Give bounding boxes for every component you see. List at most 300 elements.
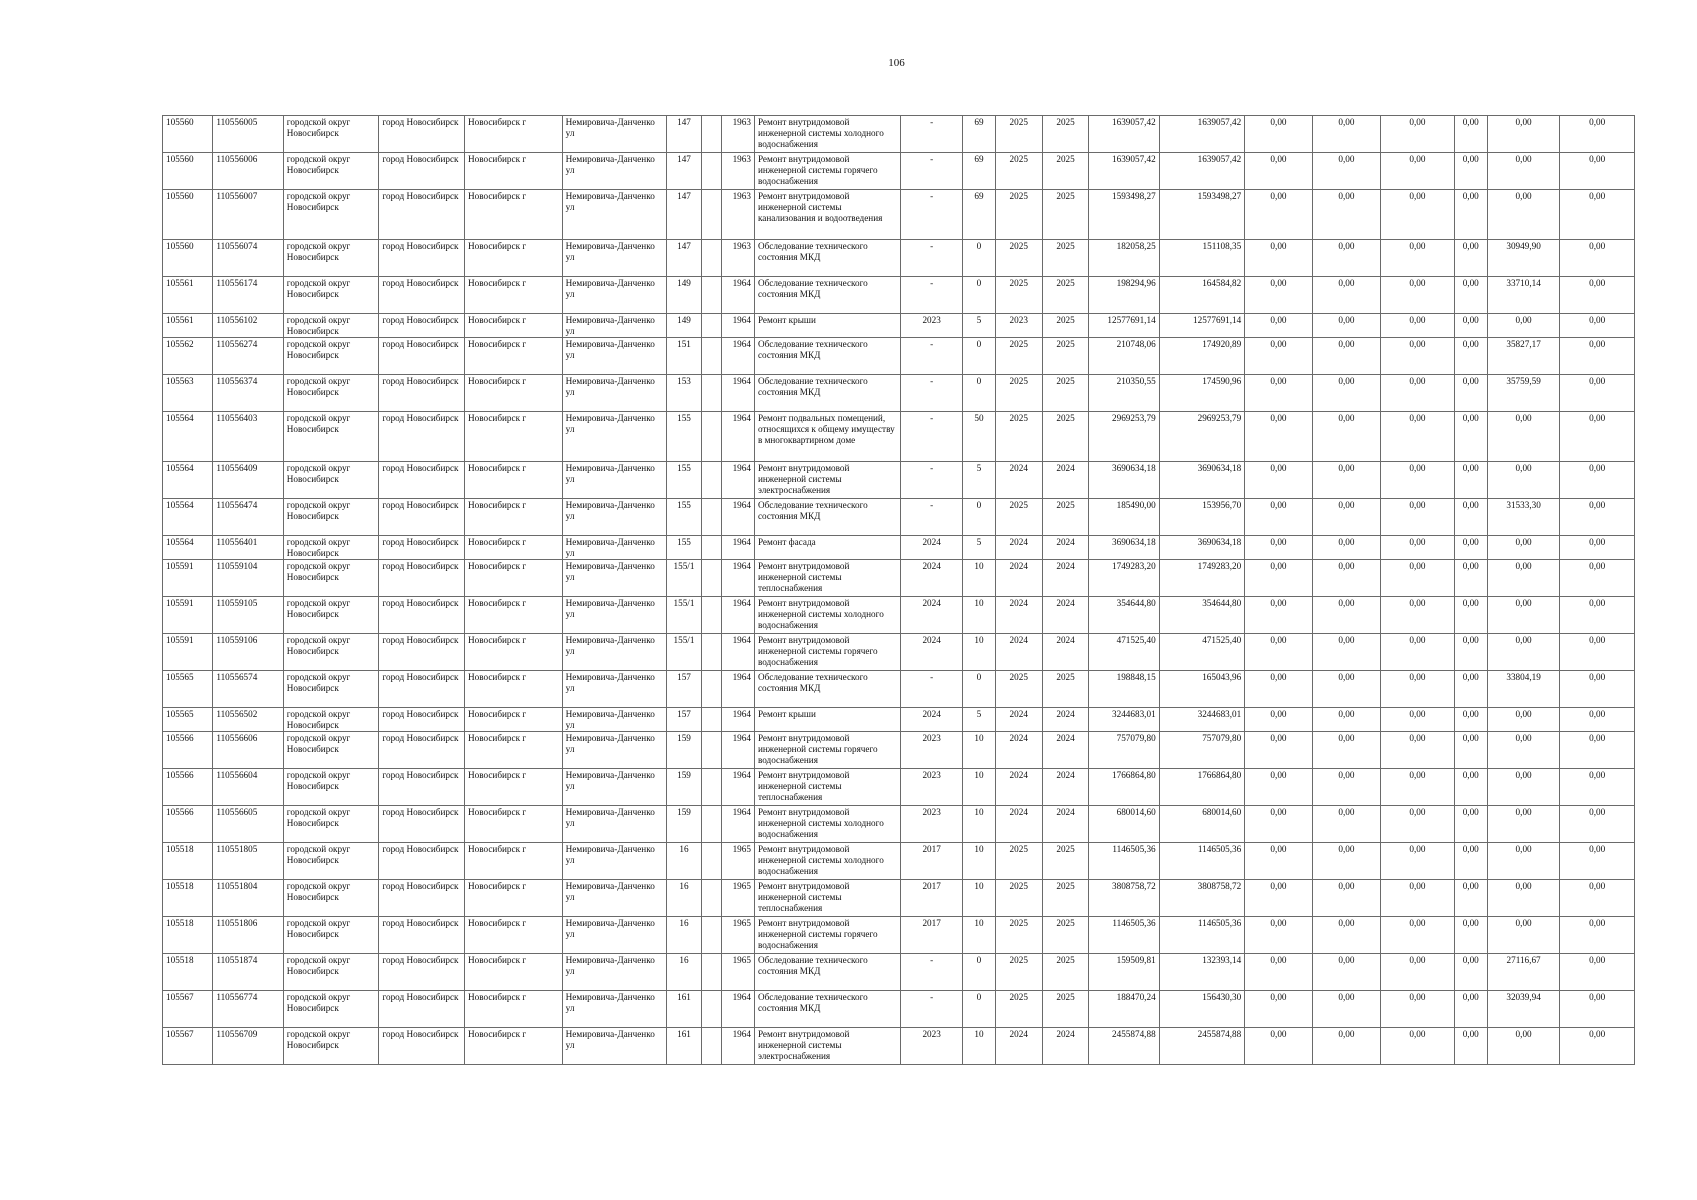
cell-street: Немировича-Данченко ул [562,1028,667,1065]
cell-fund-cost: 354644,80 [1159,597,1245,634]
cell-fund-cost: 164584,82 [1159,277,1245,314]
cell-total-cost: 198294,96 [1089,277,1159,314]
cell-fund-cost: 757079,80 [1159,732,1245,769]
cell-building-letter [701,375,721,412]
cell-plan-year-start: 2023 [995,314,1042,338]
cell-locality: Новосибирск г [465,708,563,732]
cell-plan-year-start: 2024 [995,462,1042,499]
cell-fund-cost: 471525,40 [1159,634,1245,671]
cell-street: Немировича-Данченко ул [562,240,667,277]
cell-street: Немировича-Данченко ул [562,412,667,462]
cell-work-type: Ремонт внутридомовой инженерной системы горячего водоснабжения [754,917,900,954]
cell-work-type: Ремонт внутридомовой инженерной системы горячего водоснабжения [754,732,900,769]
cell-cost-e: 0,00 [1487,917,1559,954]
cell-building-letter [701,880,721,917]
cell-settlement: город Новосибирск [379,462,465,499]
cell-cost-e: 32039,94 [1487,991,1559,1028]
cell-work-type: Ремонт внутридомовой инженерной системы горячего водоснабжения [754,153,900,190]
cell-record-id: 110551805 [213,843,283,880]
cell-cost-b: 0,00 [1312,277,1380,314]
cell-settlement: город Новосибирск [379,338,465,375]
cell-house-number: 155/1 [667,597,701,634]
cell-record-id: 110556074 [213,240,283,277]
cell-record-id: 110551804 [213,880,283,917]
repair-register-table [162,115,1635,1065]
cell-locality: Новосибирск г [465,338,563,375]
cell-fund-cost: 1639057,42 [1159,153,1245,190]
cell-house-number: 159 [667,732,701,769]
cell-work-type: Ремонт внутридомовой инженерной системы холодного водоснабжения [754,116,900,153]
cell-fund-cost: 2969253,79 [1159,412,1245,462]
cell-cost-e: 0,00 [1487,634,1559,671]
cell-cost-d: 0,00 [1454,462,1487,499]
table-row [163,462,1635,499]
cell-municipal-district: городской округ Новосибирск [283,240,379,277]
cell-total-cost: 354644,80 [1089,597,1159,634]
cell-plan-year-start: 2024 [995,560,1042,597]
cell-work-type: Ремонт внутридомовой инженерной системы холодного водоснабжения [754,843,900,880]
cell-house-number: 16 [667,954,701,991]
cell-fund-cost: 1593498,27 [1159,190,1245,240]
cell-wear-percent: 10 [963,843,995,880]
cell-record-id: 110556709 [213,1028,283,1065]
cell-street: Немировича-Данченко ул [562,843,667,880]
cell-prev-repair-year: - [900,499,962,536]
cell-prev-repair-year: - [900,116,962,153]
cell-house-number: 155/1 [667,634,701,671]
cell-cost-b: 0,00 [1312,499,1380,536]
cell-plan-year-end: 2025 [1042,991,1088,1028]
cell-fund-cost: 156430,30 [1159,991,1245,1028]
cell-cost-d: 0,00 [1454,991,1487,1028]
cell-settlement: город Новосибирск [379,190,465,240]
cell-building-letter [701,732,721,769]
cell-cost-f: 0,00 [1560,560,1635,597]
cell-locality: Новосибирск г [465,1028,563,1065]
cell-street: Немировича-Данченко ул [562,314,667,338]
cell-cost-c: 0,00 [1381,634,1454,671]
cell-row-id: 105566 [163,732,213,769]
cell-fund-cost: 1146505,36 [1159,843,1245,880]
cell-cost-f: 0,00 [1560,1028,1635,1065]
cell-cost-c: 0,00 [1381,1028,1454,1065]
cell-row-id: 105560 [163,153,213,190]
page-number: 106 [888,57,905,69]
cell-building-letter [701,769,721,806]
cell-build-year: 1964 [721,806,754,843]
cell-cost-c: 0,00 [1381,597,1454,634]
cell-fund-cost: 3808758,72 [1159,880,1245,917]
cell-cost-b: 0,00 [1312,917,1380,954]
cell-house-number: 147 [667,153,701,190]
cell-building-letter [701,536,721,560]
cell-record-id: 110556007 [213,190,283,240]
cell-plan-year-start: 2025 [995,499,1042,536]
cell-building-letter [701,560,721,597]
cell-municipal-district: городской округ Новосибирск [283,991,379,1028]
cell-plan-year-end: 2025 [1042,277,1088,314]
cell-work-type: Ремонт внутридомовой инженерной системы электроснабжения [754,462,900,499]
cell-record-id: 110556474 [213,499,283,536]
cell-cost-d: 0,00 [1454,116,1487,153]
cell-plan-year-end: 2025 [1042,314,1088,338]
cell-cost-e: 0,00 [1487,880,1559,917]
cell-cost-e: 35827,17 [1487,338,1559,375]
cell-prev-repair-year: 2024 [900,536,962,560]
cell-cost-a: 0,00 [1245,991,1312,1028]
cell-house-number: 16 [667,917,701,954]
cell-wear-percent: 0 [963,277,995,314]
cell-prev-repair-year: 2023 [900,314,962,338]
cell-wear-percent: 5 [963,708,995,732]
cell-wear-percent: 69 [963,153,995,190]
cell-cost-f: 0,00 [1560,671,1635,708]
cell-plan-year-start: 2025 [995,277,1042,314]
table-row [163,153,1635,190]
cell-row-id: 105566 [163,769,213,806]
cell-locality: Новосибирск г [465,190,563,240]
cell-cost-c: 0,00 [1381,671,1454,708]
cell-work-type: Ремонт внутридомовой инженерной системы электроснабжения [754,1028,900,1065]
cell-cost-b: 0,00 [1312,375,1380,412]
cell-cost-c: 0,00 [1381,954,1454,991]
cell-street: Немировича-Данченко ул [562,732,667,769]
cell-cost-f: 0,00 [1560,240,1635,277]
cell-record-id: 110556605 [213,806,283,843]
cell-cost-d: 0,00 [1454,240,1487,277]
cell-plan-year-start: 2025 [995,412,1042,462]
cell-total-cost: 1639057,42 [1089,116,1159,153]
cell-street: Немировича-Данченко ул [562,338,667,375]
cell-work-type: Обследование технического состояния МКД [754,499,900,536]
cell-settlement: город Новосибирск [379,769,465,806]
cell-cost-d: 0,00 [1454,560,1487,597]
cell-street: Немировича-Данченко ул [562,375,667,412]
cell-street: Немировича-Данченко ул [562,560,667,597]
cell-locality: Новосибирск г [465,277,563,314]
cell-cost-a: 0,00 [1245,597,1312,634]
cell-fund-cost: 153956,70 [1159,499,1245,536]
cell-cost-d: 0,00 [1454,375,1487,412]
cell-row-id: 105591 [163,634,213,671]
cell-locality: Новосибирск г [465,880,563,917]
cell-cost-f: 0,00 [1560,314,1635,338]
cell-locality: Новосибирск г [465,116,563,153]
cell-build-year: 1964 [721,338,754,375]
cell-building-letter [701,314,721,338]
cell-cost-a: 0,00 [1245,116,1312,153]
cell-cost-a: 0,00 [1245,1028,1312,1065]
cell-fund-cost: 1749283,20 [1159,560,1245,597]
cell-prev-repair-year: - [900,412,962,462]
cell-cost-a: 0,00 [1245,338,1312,375]
cell-plan-year-end: 2024 [1042,806,1088,843]
cell-plan-year-end: 2025 [1042,412,1088,462]
cell-cost-a: 0,00 [1245,634,1312,671]
cell-cost-e: 0,00 [1487,806,1559,843]
cell-plan-year-start: 2025 [995,375,1042,412]
cell-row-id: 105561 [163,314,213,338]
cell-work-type: Ремонт внутридомовой инженерной системы теплоснабжения [754,560,900,597]
cell-wear-percent: 10 [963,597,995,634]
cell-total-cost: 188470,24 [1089,991,1159,1028]
cell-cost-f: 0,00 [1560,917,1635,954]
cell-build-year: 1965 [721,917,754,954]
cell-work-type: Ремонт внутридомовой инженерной системы холодного водоснабжения [754,597,900,634]
cell-cost-b: 0,00 [1312,806,1380,843]
cell-wear-percent: 10 [963,769,995,806]
cell-house-number: 149 [667,314,701,338]
cell-cost-a: 0,00 [1245,769,1312,806]
table-row [163,536,1635,560]
cell-building-letter [701,671,721,708]
cell-building-letter [701,917,721,954]
cell-cost-a: 0,00 [1245,671,1312,708]
cell-cost-b: 0,00 [1312,634,1380,671]
cell-work-type: Обследование технического состояния МКД [754,991,900,1028]
cell-plan-year-start: 2024 [995,1028,1042,1065]
cell-street: Немировича-Данченко ул [562,462,667,499]
cell-row-id: 105560 [163,240,213,277]
cell-house-number: 147 [667,190,701,240]
cell-fund-cost: 680014,60 [1159,806,1245,843]
cell-street: Немировича-Данченко ул [562,190,667,240]
cell-work-type: Ремонт крыши [754,314,900,338]
cell-locality: Новосибирск г [465,806,563,843]
cell-building-letter [701,954,721,991]
cell-plan-year-end: 2024 [1042,597,1088,634]
cell-plan-year-start: 2025 [995,917,1042,954]
cell-prev-repair-year: 2023 [900,806,962,843]
cell-house-number: 157 [667,671,701,708]
cell-prev-repair-year: 2024 [900,634,962,671]
table-row [163,634,1635,671]
cell-street: Немировича-Данченко ул [562,954,667,991]
cell-record-id: 110556374 [213,375,283,412]
cell-work-type: Ремонт внутридомовой инженерной системы горячего водоснабжения [754,634,900,671]
cell-plan-year-start: 2025 [995,153,1042,190]
cell-plan-year-end: 2024 [1042,634,1088,671]
cell-plan-year-end: 2025 [1042,880,1088,917]
cell-record-id: 110556401 [213,536,283,560]
cell-cost-a: 0,00 [1245,277,1312,314]
table-row [163,991,1635,1028]
cell-cost-e: 0,00 [1487,843,1559,880]
cell-build-year: 1965 [721,880,754,917]
cell-wear-percent: 0 [963,240,995,277]
table-row [163,1028,1635,1065]
cell-cost-f: 0,00 [1560,277,1635,314]
cell-settlement: город Новосибирск [379,954,465,991]
cell-cost-a: 0,00 [1245,843,1312,880]
cell-fund-cost: 2455874,88 [1159,1028,1245,1065]
cell-cost-c: 0,00 [1381,917,1454,954]
cell-row-id: 105564 [163,499,213,536]
cell-building-letter [701,277,721,314]
cell-wear-percent: 0 [963,499,995,536]
cell-settlement: город Новосибирск [379,917,465,954]
cell-cost-f: 0,00 [1560,462,1635,499]
cell-cost-f: 0,00 [1560,116,1635,153]
cell-municipal-district: городской округ Новосибирск [283,375,379,412]
cell-prev-repair-year: 2017 [900,917,962,954]
table-row [163,338,1635,375]
cell-build-year: 1963 [721,153,754,190]
cell-row-id: 105565 [163,708,213,732]
cell-cost-d: 0,00 [1454,634,1487,671]
cell-cost-e: 0,00 [1487,462,1559,499]
cell-cost-c: 0,00 [1381,880,1454,917]
cell-building-letter [701,190,721,240]
cell-total-cost: 1146505,36 [1089,843,1159,880]
cell-settlement: город Новосибирск [379,412,465,462]
cell-locality: Новосибирск г [465,671,563,708]
cell-work-type: Обследование технического состояния МКД [754,240,900,277]
cell-plan-year-end: 2024 [1042,560,1088,597]
cell-plan-year-end: 2024 [1042,769,1088,806]
cell-total-cost: 182058,25 [1089,240,1159,277]
cell-cost-d: 0,00 [1454,917,1487,954]
cell-total-cost: 1146505,36 [1089,917,1159,954]
cell-cost-f: 0,00 [1560,880,1635,917]
cell-locality: Новосибирск г [465,769,563,806]
cell-record-id: 110556604 [213,769,283,806]
cell-house-number: 159 [667,769,701,806]
cell-cost-f: 0,00 [1560,991,1635,1028]
cell-plan-year-start: 2024 [995,806,1042,843]
cell-cost-d: 0,00 [1454,190,1487,240]
cell-cost-d: 0,00 [1454,597,1487,634]
table-row [163,671,1635,708]
cell-row-id: 105518 [163,917,213,954]
cell-cost-d: 0,00 [1454,843,1487,880]
cell-municipal-district: городской округ Новосибирск [283,462,379,499]
cell-cost-e: 0,00 [1487,412,1559,462]
cell-build-year: 1963 [721,240,754,277]
cell-cost-c: 0,00 [1381,560,1454,597]
cell-cost-f: 0,00 [1560,732,1635,769]
cell-prev-repair-year: - [900,277,962,314]
cell-municipal-district: городской округ Новосибирск [283,880,379,917]
cell-wear-percent: 0 [963,671,995,708]
cell-cost-b: 0,00 [1312,560,1380,597]
cell-house-number: 155 [667,536,701,560]
cell-fund-cost: 174920,89 [1159,338,1245,375]
cell-build-year: 1964 [721,375,754,412]
cell-build-year: 1963 [721,190,754,240]
cell-row-id: 105567 [163,1028,213,1065]
cell-build-year: 1964 [721,560,754,597]
cell-cost-f: 0,00 [1560,536,1635,560]
cell-wear-percent: 0 [963,954,995,991]
cell-municipal-district: городской округ Новосибирск [283,499,379,536]
cell-cost-f: 0,00 [1560,708,1635,732]
cell-work-type: Ремонт крыши [754,708,900,732]
cell-record-id: 110556606 [213,732,283,769]
cell-cost-c: 0,00 [1381,190,1454,240]
cell-build-year: 1964 [721,708,754,732]
cell-record-id: 110556102 [213,314,283,338]
cell-prev-repair-year: 2024 [900,708,962,732]
cell-plan-year-start: 2024 [995,536,1042,560]
cell-street: Немировича-Данченко ул [562,153,667,190]
table-row [163,954,1635,991]
cell-cost-c: 0,00 [1381,240,1454,277]
cell-work-type: Ремонт внутридомовой инженерной системы теплоснабжения [754,880,900,917]
cell-work-type: Ремонт внутридомовой инженерной системы теплоснабжения [754,769,900,806]
cell-fund-cost: 3690634,18 [1159,536,1245,560]
cell-work-type: Обследование технического состояния МКД [754,954,900,991]
cell-plan-year-start: 2025 [995,338,1042,375]
cell-house-number: 155 [667,412,701,462]
cell-street: Немировича-Данченко ул [562,597,667,634]
cell-work-type: Обследование технического состояния МКД [754,375,900,412]
cell-cost-b: 0,00 [1312,412,1380,462]
cell-building-letter [701,991,721,1028]
cell-settlement: город Новосибирск [379,634,465,671]
cell-building-letter [701,499,721,536]
cell-plan-year-start: 2025 [995,843,1042,880]
cell-settlement: город Новосибирск [379,880,465,917]
cell-wear-percent: 5 [963,536,995,560]
cell-building-letter [701,412,721,462]
cell-settlement: город Новосибирск [379,240,465,277]
table-row [163,190,1635,240]
cell-row-id: 105561 [163,277,213,314]
cell-wear-percent: 10 [963,732,995,769]
cell-cost-e: 35759,59 [1487,375,1559,412]
cell-cost-c: 0,00 [1381,153,1454,190]
cell-cost-a: 0,00 [1245,153,1312,190]
cell-cost-b: 0,00 [1312,843,1380,880]
cell-prev-repair-year: - [900,240,962,277]
cell-plan-year-end: 2025 [1042,499,1088,536]
cell-record-id: 110556774 [213,991,283,1028]
cell-cost-b: 0,00 [1312,190,1380,240]
cell-house-number: 155/1 [667,560,701,597]
cell-record-id: 110556403 [213,412,283,462]
table-row [163,240,1635,277]
cell-cost-e: 27116,67 [1487,954,1559,991]
cell-fund-cost: 3244683,01 [1159,708,1245,732]
cell-fund-cost: 12577691,14 [1159,314,1245,338]
cell-cost-d: 0,00 [1454,954,1487,991]
cell-locality: Новосибирск г [465,462,563,499]
cell-locality: Новосибирск г [465,954,563,991]
cell-row-id: 105518 [163,880,213,917]
cell-cost-b: 0,00 [1312,732,1380,769]
cell-total-cost: 210748,06 [1089,338,1159,375]
cell-building-letter [701,843,721,880]
cell-record-id: 110559105 [213,597,283,634]
cell-cost-d: 0,00 [1454,880,1487,917]
cell-house-number: 155 [667,499,701,536]
cell-total-cost: 680014,60 [1089,806,1159,843]
cell-work-type: Ремонт внутридомовой инженерной системы канализования и водоотведения [754,190,900,240]
cell-cost-c: 0,00 [1381,843,1454,880]
cell-cost-c: 0,00 [1381,732,1454,769]
cell-row-id: 105566 [163,806,213,843]
cell-wear-percent: 10 [963,806,995,843]
cell-record-id: 110559106 [213,634,283,671]
cell-cost-b: 0,00 [1312,314,1380,338]
cell-cost-e: 0,00 [1487,597,1559,634]
cell-total-cost: 210350,55 [1089,375,1159,412]
cell-fund-cost: 3690634,18 [1159,462,1245,499]
cell-cost-e: 0,00 [1487,732,1559,769]
cell-house-number: 155 [667,462,701,499]
cell-cost-d: 0,00 [1454,769,1487,806]
